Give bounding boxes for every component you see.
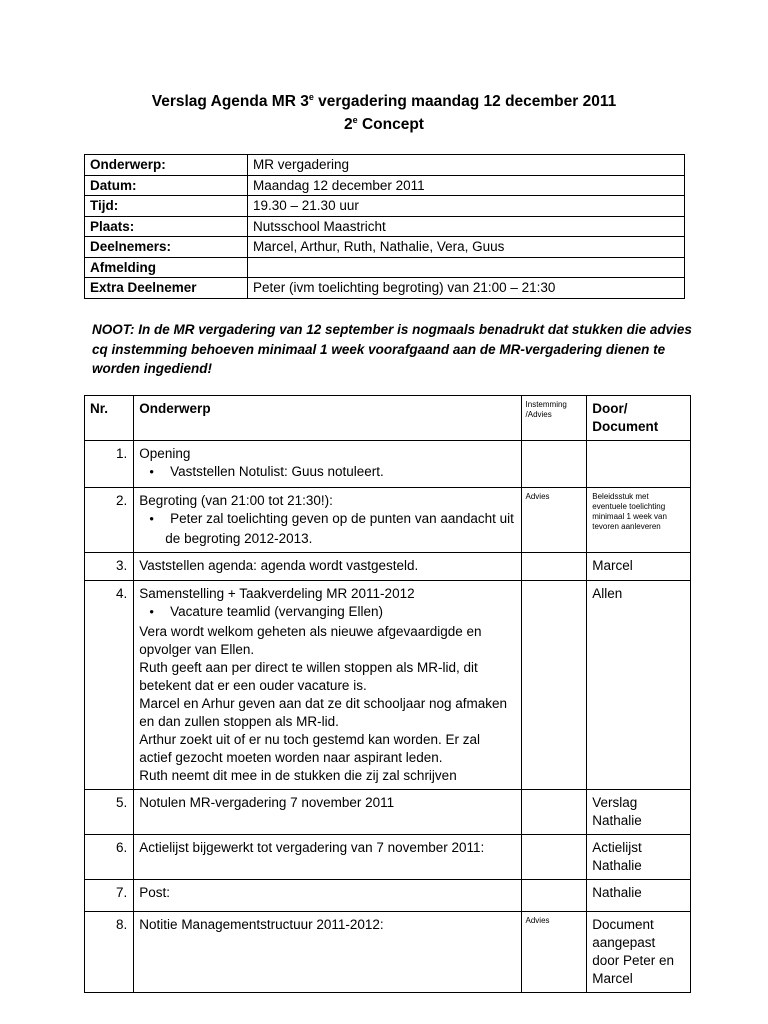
agenda-item-title: Opening	[139, 446, 191, 461]
document-title	[0, 92, 768, 111]
agenda-instemming	[521, 553, 587, 581]
agenda-door	[587, 581, 691, 790]
agenda-header-row	[85, 396, 691, 441]
agenda-door-text: Marcel	[592, 558, 633, 573]
document-subtitle	[0, 115, 768, 134]
agenda-row	[85, 488, 691, 553]
info-label: Plaats:	[85, 216, 248, 237]
info-value: Nutsschool Maastricht	[248, 216, 685, 237]
info-label: Onderwerp:	[85, 155, 248, 176]
info-row	[85, 155, 685, 176]
agenda-bullet: ● Vacature teamlid (vervanging Ellen)	[139, 603, 515, 623]
agenda-door	[587, 880, 691, 912]
header-nr: Nr.	[85, 396, 134, 441]
info-label: Afmelding	[85, 257, 248, 278]
agenda-door	[587, 441, 691, 488]
agenda-door-text: Nathalie	[592, 885, 642, 900]
agenda-bullet: ● Vaststellen Notulist: Guus notuleert.	[139, 463, 515, 483]
subtitle-superscript: e	[352, 115, 358, 125]
info-value: MR vergadering	[248, 155, 685, 176]
header-onderwerp: Onderwerp	[134, 396, 521, 441]
agenda-item-title: Notitie Managementstructuur 2011-2012:	[139, 917, 384, 932]
info-value	[248, 257, 685, 278]
agenda-onderwerp	[134, 835, 521, 880]
agenda-door-text: Beleidsstuk met eventuele toelichting minimaal 1 week van tevoren aanleveren	[592, 492, 667, 531]
agenda-instemming	[521, 880, 587, 912]
agenda-nr: 3.	[85, 553, 134, 581]
agenda-line: Ruth geeft aan per direct te willen stoppen als MR-lid, dit betekent dat er een ouder vacature is.	[139, 660, 478, 693]
info-value: 19.30 – 21.30 uur	[248, 196, 685, 217]
info-label: Extra Deelnemer	[85, 278, 248, 299]
header-instemming: Instemming /Advies	[521, 396, 587, 441]
agenda-onderwerp	[134, 790, 521, 835]
agenda-row	[85, 912, 691, 993]
agenda-item-title: Actielijst bijgewerkt tot vergadering van 7 november 2011:	[139, 840, 485, 855]
agenda-row	[85, 880, 691, 912]
agenda-row	[85, 835, 691, 880]
agenda-instemming	[521, 441, 587, 488]
agenda-onderwerp	[134, 441, 521, 488]
agenda-door	[587, 790, 691, 835]
agenda-onderwerp	[134, 880, 521, 912]
agenda-item-title: Begroting (van 21:00 tot 21:30!):	[139, 493, 333, 508]
info-row	[85, 216, 685, 237]
info-label: Tijd:	[85, 196, 248, 217]
agenda-row	[85, 441, 691, 488]
info-value: Maandag 12 december 2011	[248, 175, 685, 196]
info-row	[85, 237, 685, 258]
meeting-info-table	[84, 154, 685, 299]
agenda-line: Vera wordt welkom geheten als nieuwe afgevaardigde en opvolger van Ellen.	[139, 624, 482, 657]
agenda-door-text: Actielijst Nathalie	[592, 840, 642, 873]
agenda-onderwerp	[134, 553, 521, 581]
agenda-door	[587, 835, 691, 880]
info-row	[85, 196, 685, 217]
info-row	[85, 278, 685, 299]
header-door: Door/ Document	[587, 396, 691, 441]
agenda-item-title: Notulen MR-vergadering 7 november 2011	[139, 795, 395, 810]
info-label: Deelnemers:	[85, 237, 248, 258]
title-superscript: e	[308, 92, 314, 102]
agenda-table	[84, 395, 691, 993]
agenda-door-text: Document aangepast door Peter en Marcel	[592, 917, 675, 986]
agenda-line: Arthur zoekt uit of er nu toch gestemd kan worden. Er zal actief gezocht moeten worden naar aspirant leden.	[139, 732, 480, 765]
agenda-instemming: Advies	[521, 912, 587, 993]
agenda-nr: 7.	[85, 880, 134, 912]
agenda-onderwerp	[134, 581, 521, 790]
agenda-nr: 5.	[85, 790, 134, 835]
agenda-instemming	[521, 790, 587, 835]
info-label: Datum:	[85, 175, 248, 196]
agenda-onderwerp	[134, 912, 521, 993]
agenda-line: Ruth neemt dit mee in de stukken die zij zal schrijven	[139, 768, 457, 783]
agenda-door-text: Verslag Nathalie	[592, 795, 642, 828]
note-paragraph: NOOT: In de MR vergadering van 12 september is nogmaals benadrukt dat stukken die advies cq instemming behoeven minimaal 1 week voorafgaand aan de MR-vergadering dienen te worden ingediend!	[92, 322, 692, 376]
agenda-door	[587, 553, 691, 581]
agenda-door-text: Allen	[592, 586, 623, 601]
agenda-item-title: Vaststellen agenda: agenda wordt vastgesteld.	[139, 558, 419, 573]
agenda-onderwerp	[134, 488, 521, 553]
agenda-item-title: Post:	[139, 885, 171, 900]
agenda-bullet: ● Peter zal toelichting geven op de punten van aandacht uit de begroting 2012-2013.	[139, 510, 515, 548]
title-text: Verslag Agenda MR 3	[151, 93, 309, 111]
subtitle-number: 2	[344, 116, 353, 134]
info-value: Peter (ivm toelichting begroting) van 21:00 – 21:30	[248, 278, 685, 299]
agenda-door	[587, 488, 691, 553]
agenda-nr: 1.	[85, 441, 134, 488]
agenda-nr: 6.	[85, 835, 134, 880]
agenda-door	[587, 912, 691, 993]
agenda-item-title: Samenstelling + Taakverdeling MR 2011-2012	[139, 586, 415, 601]
agenda-row	[85, 553, 691, 581]
info-row	[85, 257, 685, 278]
info-value: Marcel, Arthur, Ruth, Nathalie, Vera, Guus	[248, 237, 685, 258]
agenda-row	[85, 581, 691, 790]
agenda-line: Marcel en Arhur geven aan dat ze dit schooljaar nog afmaken en dan zullen stoppen als MR-lid.	[139, 696, 508, 729]
subtitle-text: Concept	[357, 116, 424, 134]
agenda-instemming	[521, 835, 587, 880]
agenda-instemming	[521, 581, 587, 790]
agenda-instemming: Advies	[521, 488, 587, 553]
title-text-rest: vergadering maandag 12 december 2011	[313, 93, 617, 111]
agenda-nr: 2.	[85, 488, 134, 553]
info-row	[85, 175, 685, 196]
agenda-row	[85, 790, 691, 835]
agenda-nr: 4.	[85, 581, 134, 790]
agenda-nr: 8.	[85, 912, 134, 993]
